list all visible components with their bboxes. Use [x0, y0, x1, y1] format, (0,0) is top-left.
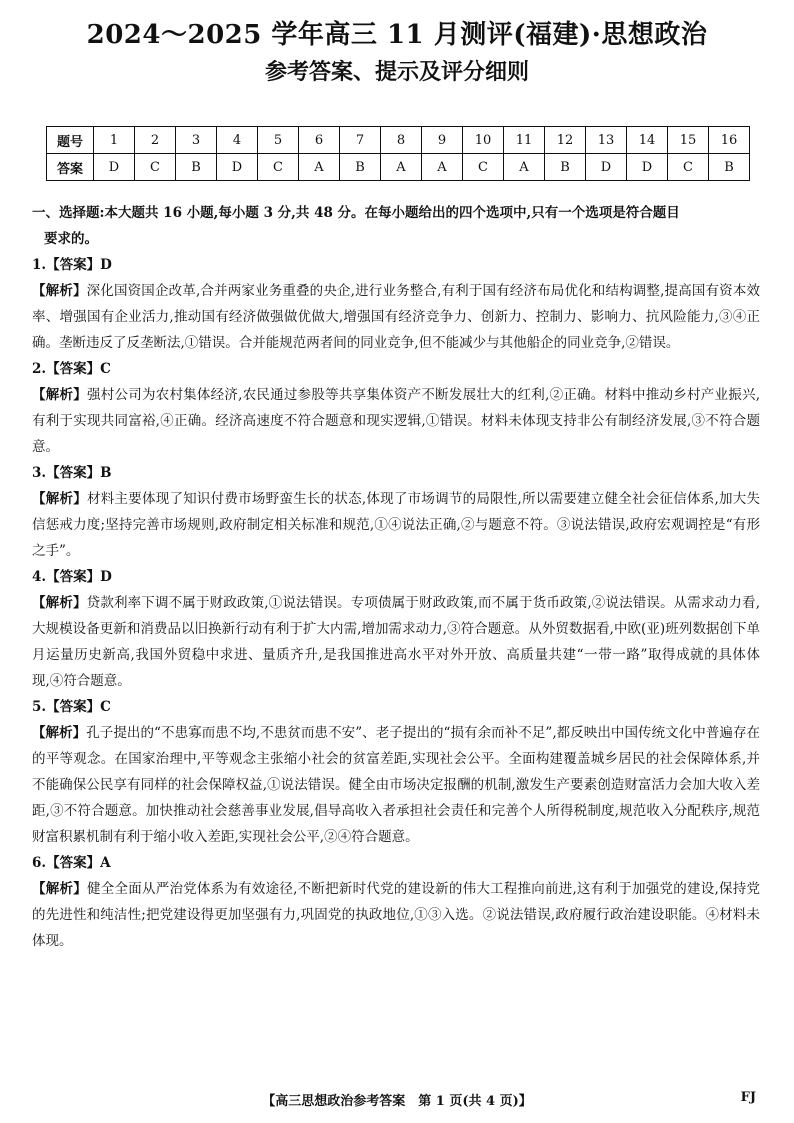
answer-tag: 【答案】 [46, 465, 101, 481]
question-number: 5. [32, 699, 47, 715]
footer-page-info: 【高三思想政治参考答案 第 1 页(共 4 页)】 [262, 1094, 532, 1109]
question-number: 4. [32, 569, 47, 585]
answer-letter: A [100, 855, 111, 871]
answer-tag: 【答案】 [46, 361, 101, 377]
answer-cell: D [94, 154, 135, 181]
answer-tag: 【答案】 [46, 257, 101, 273]
question-3-analysis [32, 486, 760, 564]
answer-table-answer-row [47, 154, 750, 181]
number-cell: 6 [299, 127, 340, 154]
question-number: 3. [32, 465, 47, 481]
question-1-analysis [32, 278, 760, 356]
question-1-answer [32, 252, 760, 278]
number-cell: 2 [135, 127, 176, 154]
analysis-tag: 【解析】 [32, 387, 87, 403]
answer-letter: C [100, 699, 111, 715]
analysis-text: 材料主要体现了知识付费市场野蛮生长的状态,体现了市场调节的局限性,所以需要建立健全社会征信体系,加大失信惩戒力度;坚持完善市场规则,政府制定相关标准和规范,①④说法正确,②与题意不符。③说法错误,政府宏观调控是“有形之手”。 [32, 491, 761, 559]
answer-letter: B [100, 465, 112, 481]
number-cell: 1 [94, 127, 135, 154]
number-cell: 12 [545, 127, 586, 154]
analysis-tag: 【解析】 [32, 595, 87, 611]
answer-letter: C [100, 361, 111, 377]
answer-cell: C [668, 154, 709, 181]
answer-cell: B [709, 154, 750, 181]
number-cell: 7 [340, 127, 381, 154]
analysis-text: 强村公司为农村集体经济,农民通过参股等共享集体资产不断发展壮大的红利,②正确。材料中推动乡村产业振兴,有利于实现共同富裕,④正确。经济高速度不符合题意和现实逻辑,①错误。材料未体现支持非公有制经济发展,③不符合题意。 [32, 387, 761, 455]
question-4-analysis [32, 590, 760, 694]
answer-content [32, 200, 760, 954]
question-number: 6. [32, 855, 47, 871]
section-heading: 一、选择题:本大题共 16 小题,每小题 3 分,共 48 分。在每小题给出的四个选项中,只有一个选项是符合题目 [32, 205, 680, 221]
analysis-text: 贷款利率下调不属于财政政策,①说法错误。专项债属于财政政策,而不属于货币政策,②说法错误。从需求动力看,大规模设备更新和消费品以旧换新行动有利于扩大内需,增加需求动力,③符合题意。从外贸数据看,中欧(亚)班列数据创下单月运量历史新高,我国外贸稳中求进、量质齐升,是我国推进高水平对外开放、高质量共建“一带一路”取得成就的具体体现,④符合题意。 [32, 595, 761, 689]
number-cell: 5 [258, 127, 299, 154]
question-2-analysis [32, 382, 760, 460]
question-number: 2. [32, 361, 47, 377]
number-cell: 14 [627, 127, 668, 154]
answer-cell: B [176, 154, 217, 181]
question-3-answer [32, 460, 760, 486]
footer-region-code: FJ [740, 1090, 756, 1105]
number-cell: 16 [709, 127, 750, 154]
number-row-label: 题号 [47, 127, 94, 154]
answer-cell: A [504, 154, 545, 181]
analysis-tag: 【解析】 [32, 283, 87, 299]
answer-cell: C [135, 154, 176, 181]
analysis-tag: 【解析】 [32, 725, 87, 741]
answer-tag: 【答案】 [46, 699, 101, 715]
number-cell: 9 [422, 127, 463, 154]
answer-letter: D [100, 569, 112, 585]
number-cell: 15 [668, 127, 709, 154]
analysis-text: 深化国资国企改革,合并两家业务重叠的央企,进行业务整合,有利于国有经济布局优化和结构调整,提高国有资本效率、增强国有企业活力,推动国有经济做强做优做大,增强国有经济竞争力、创新力、控制力、影响力、抗风险能力,③④正确。垄断违反了反垄断法,①错误。合并能规范两者间的同业竞争,但不能减少与其他船企的同业竞争,②错误。 [32, 283, 761, 351]
answer-tag: 【答案】 [46, 569, 101, 585]
answer-cell: A [299, 154, 340, 181]
answer-cell: A [422, 154, 463, 181]
section-heading-continued: 要求的。 [44, 231, 98, 247]
page-title: 2024～2025 学年高三 11 月测评(福建)·思想政治 [86, 20, 708, 50]
page-footer [0, 1090, 794, 1112]
number-cell: 3 [176, 127, 217, 154]
answer-row-label: 答案 [47, 154, 94, 181]
number-cell: 8 [381, 127, 422, 154]
answer-letter: D [100, 257, 112, 273]
answer-table-number-row [47, 127, 750, 154]
number-cell: 11 [504, 127, 545, 154]
question-6-answer [32, 850, 760, 876]
page-subtitle: 参考答案、提示及评分细则 [264, 59, 529, 85]
answer-cell: D [586, 154, 627, 181]
analysis-tag: 【解析】 [32, 881, 87, 897]
number-cell: 13 [586, 127, 627, 154]
question-6-analysis [32, 876, 760, 954]
question-5-analysis [32, 720, 760, 850]
analysis-tag: 【解析】 [32, 491, 87, 507]
answer-cell: D [217, 154, 258, 181]
answer-cell: D [627, 154, 668, 181]
number-cell: 4 [217, 127, 258, 154]
answer-tag: 【答案】 [46, 855, 101, 871]
answer-cell: A [381, 154, 422, 181]
analysis-text: 孔子提出的“不患寡而患不均,不患贫而患不安”、老子提出的“损有余而补不足”,都反映出中国传统文化中普遍存在的平等观念。在国家治理中,平等观念主张缩小社会的贫富差距,实现社会公平。全面构建覆盖城乡居民的社会保障体系,并不能确保公民享有同样的社会保障权益,①说法错误。健全由市场决定报酬的机制,激发生产要素创造财富活力会加大收入差距,③不符合题意。加快推动社会慈善事业发展,倡导高收入者承担社会责任和完善个人所得税制度,规范收入分配秩序,规范财富积累机制有利于缩小收入差距,实现社会公平,②④符合题意。 [32, 725, 761, 845]
question-number: 1. [32, 257, 47, 273]
answer-cell: C [463, 154, 504, 181]
answer-cell: C [258, 154, 299, 181]
answer-cell: B [545, 154, 586, 181]
analysis-text: 健全全面从严治党体系为有效途径,不断把新时代党的建设新的伟大工程推向前进,这有利于加强党的建设,保持党的先进性和纯洁性;把党建设得更加坚强有力,巩固党的执政地位,①③入选。②说法错误,政府履行政治建设职能。④材料未体现。 [32, 881, 761, 949]
number-cell: 10 [463, 127, 504, 154]
answer-cell: B [340, 154, 381, 181]
question-4-answer [32, 564, 760, 590]
question-5-answer [32, 694, 760, 720]
question-2-answer [32, 356, 760, 382]
answer-table [46, 126, 750, 181]
